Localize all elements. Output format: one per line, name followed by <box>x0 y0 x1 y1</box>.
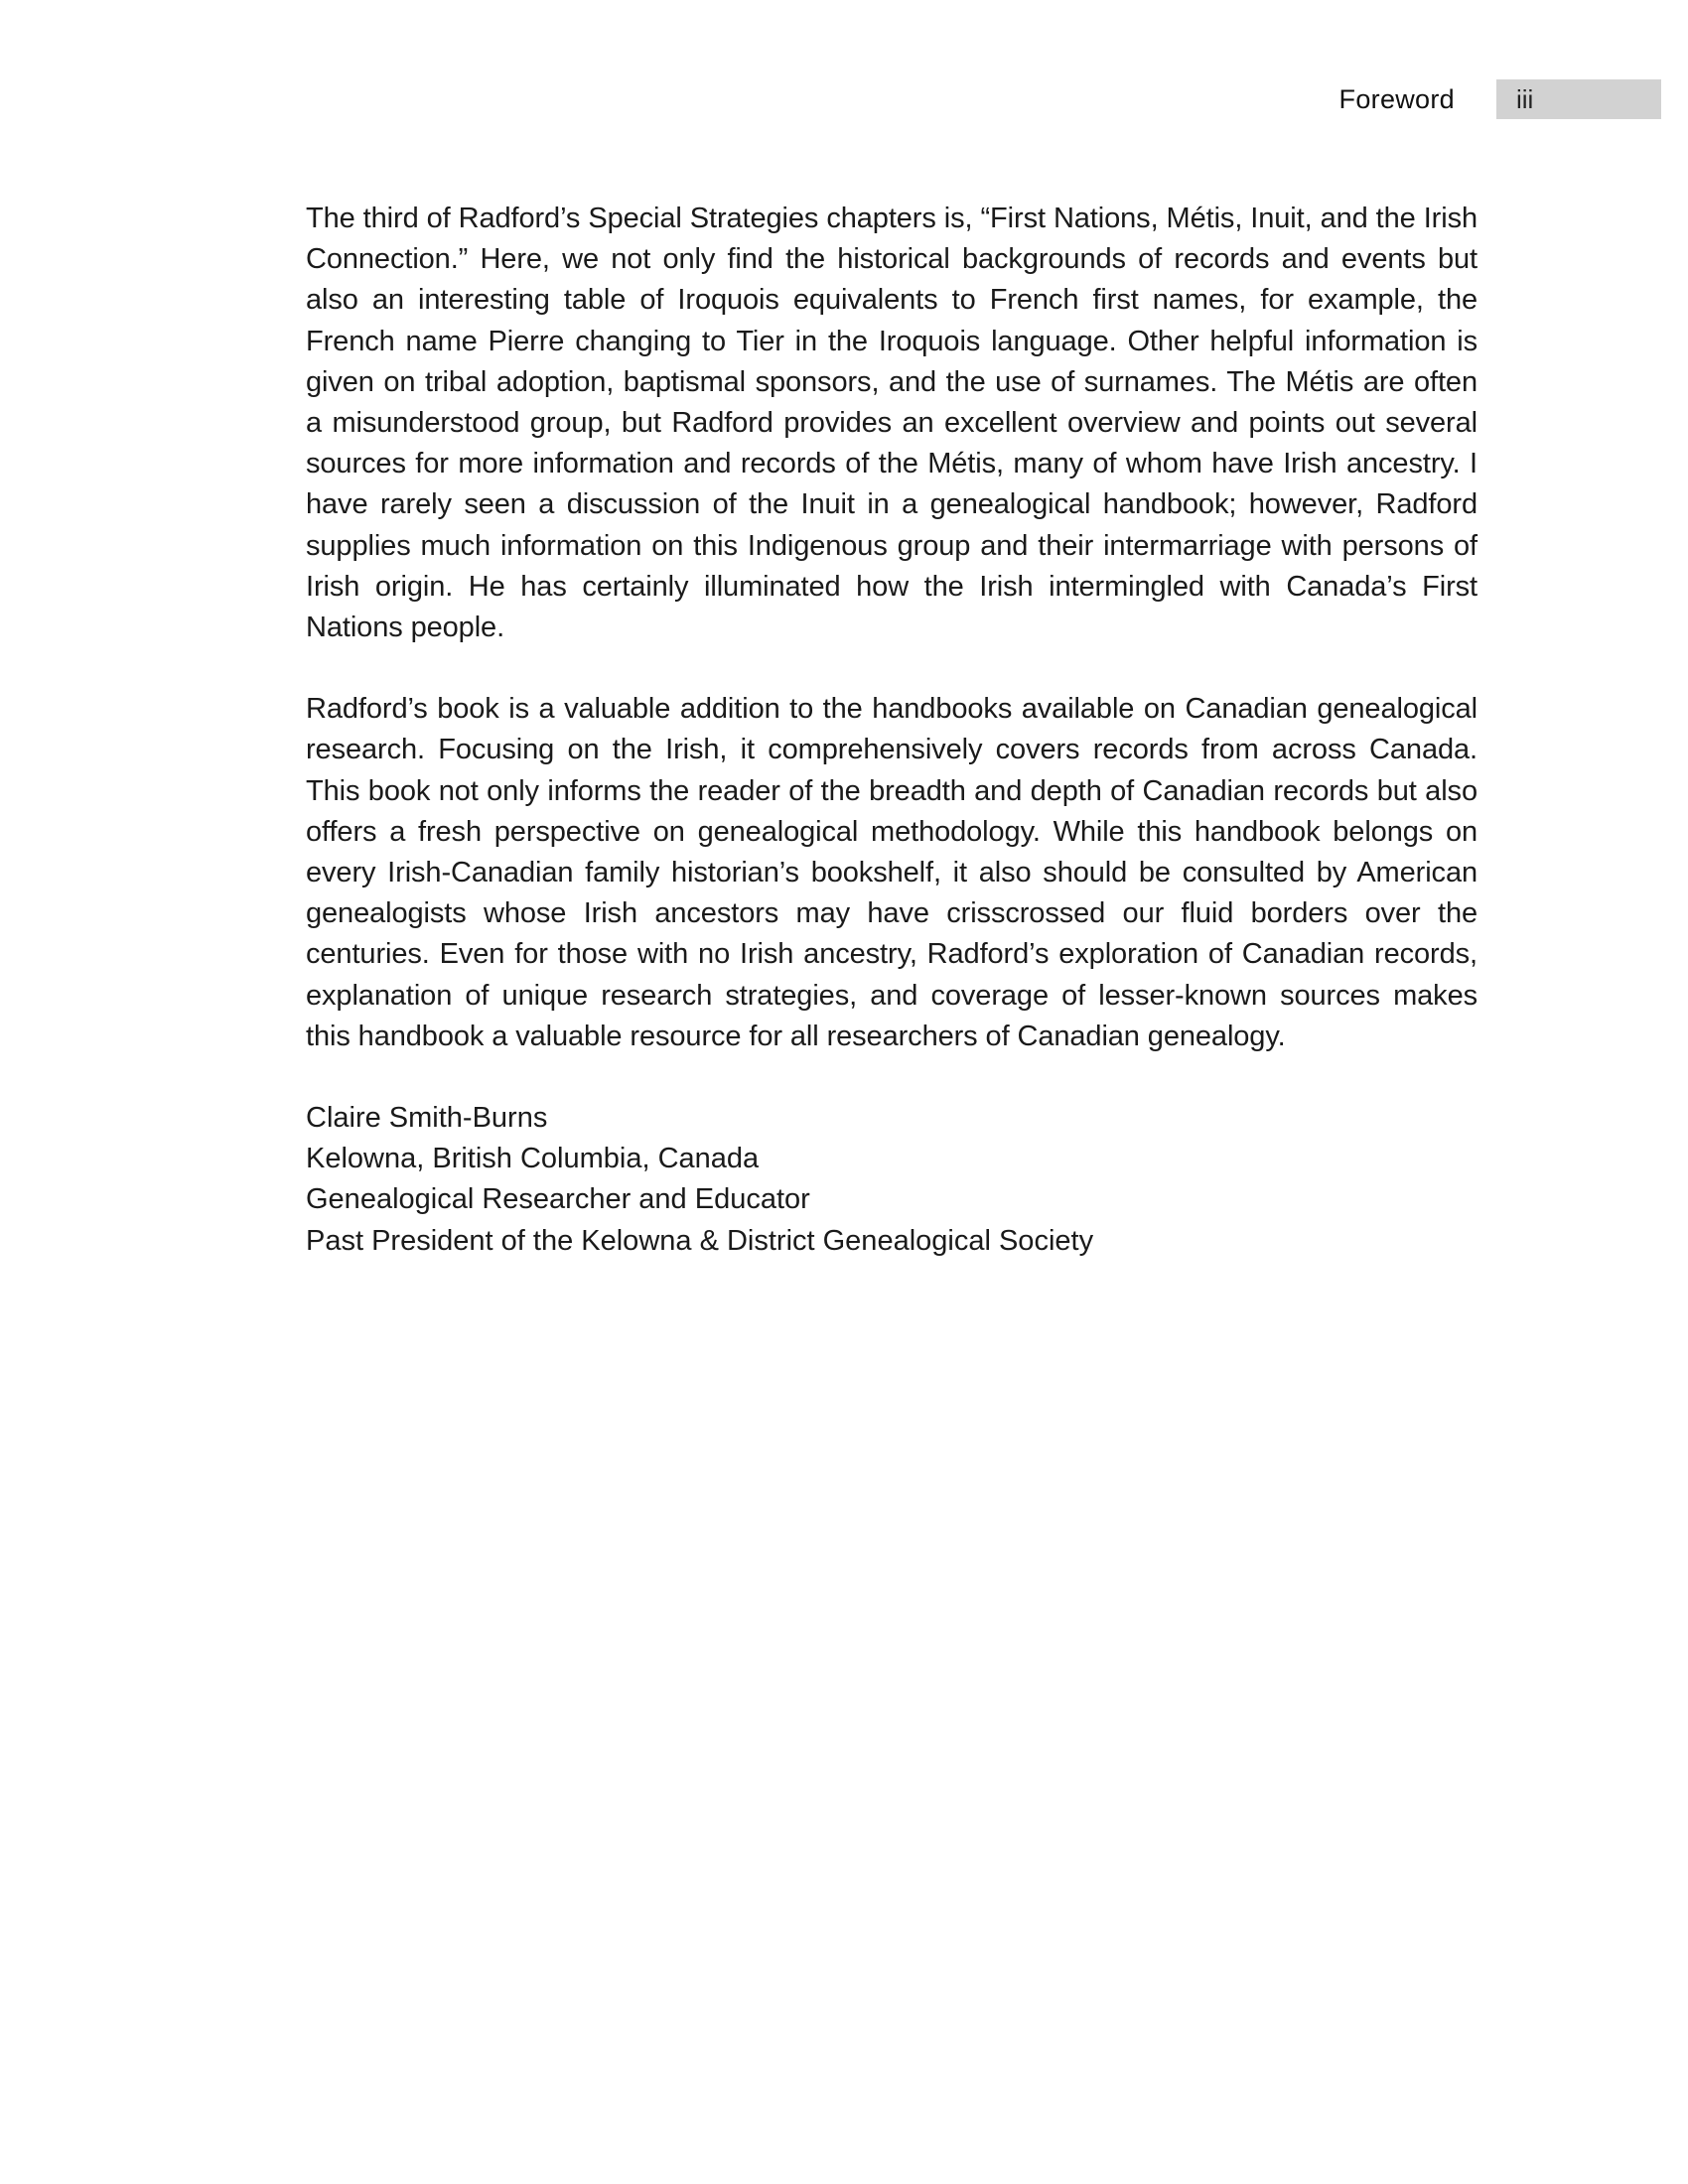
signature-role: Genealogical Researcher and Educator <box>306 1183 810 1216</box>
running-head <box>0 79 1688 119</box>
running-head-section-title: Foreword <box>1338 84 1455 114</box>
body-paragraph-2: Radford’s book is a valuable addition to the handbooks available on Canadian genealogical research. Focusing on the Irish, it comprehensively covers records from across Canada. This book not only informs the reader of the breadth and depth of Canadian records but also offers a fresh perspective on genealogical methodology. While this handbook belongs on every Irish-Canadian family historian’s bookshelf, it also should be consulted by American genealogists whose Irish ancestors may have crisscrossed our fluid borders over the centuries. Even for those with no Irish ancestry, Radford’s exploration of Canadian records, explanation of unique research strategies, and coverage of lesser-known sources makes this handbook a valuable resource for all researchers of Canadian genealogy. <box>306 693 1477 1052</box>
page-number: iii <box>1516 84 1534 114</box>
page-body <box>306 199 1477 1262</box>
signature-block <box>306 1098 1477 1262</box>
signature-name: Claire Smith-Burns <box>306 1102 548 1135</box>
body-paragraph-1: The third of Radford’s Special Strategies chapters is, “First Nations, Métis, Inuit, and the Irish Connection.” Here, we not only find the historical backgrounds of records and events but also an interesting table of Iroquois equivalents to French first names, for example, the French name Pierre changing to Tier in the Iroquois language. Other helpful information is given on tribal adoption, baptismal sponsors, and the use of surnames. The Métis are often a misunderstood group, but Radford provides an excellent overview and points out several sources for more information and records of the Métis, many of whom have Irish ancestry. I have rarely seen a discussion of the Inuit in a genealogical handbook; however, Radford supplies much information on this Indigenous group and their intermarriage with persons of Irish origin. He has certainly illuminated how the Irish intermingled with Canada’s First Nations people. <box>306 203 1477 644</box>
signature-location: Kelowna, British Columbia, Canada <box>306 1143 760 1175</box>
folio-tab <box>1496 79 1661 119</box>
signature-affiliation: Past President of the Kelowna & District Genealogical Society <box>306 1224 1094 1257</box>
